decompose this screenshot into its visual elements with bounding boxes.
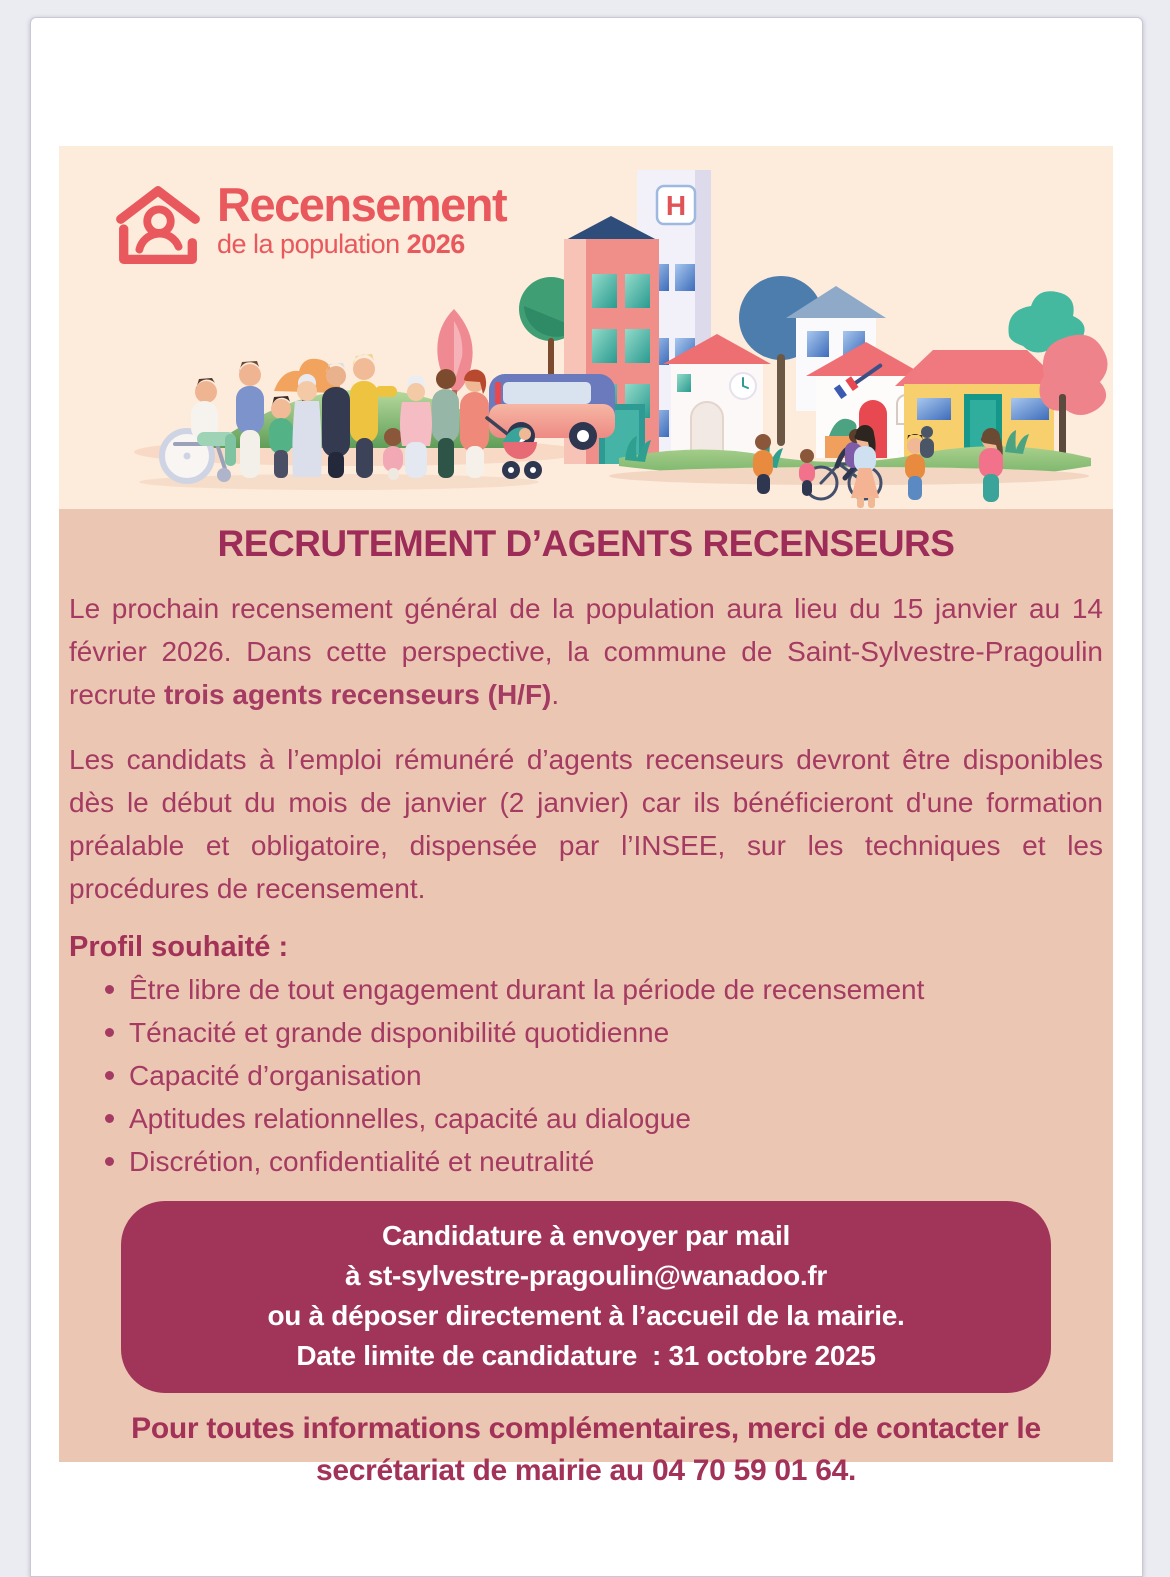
recensement-logo	[109, 180, 506, 278]
profile-heading: Profil souhaité :	[69, 931, 289, 963]
logo-year: 2026	[406, 229, 465, 260]
child-green	[269, 396, 293, 478]
header-illustration-block	[59, 146, 1113, 509]
list-item: Aptitudes relationnelles, capacité au dialogue	[105, 1097, 1103, 1140]
contact-footer: Pour toutes informations complémentaires, merci de contacter le secrétariat de mairie au 04 70 59 01 64.	[131, 1412, 1041, 1487]
callout-deadline: Date limite de candidature : 31 octobre 2025	[296, 1340, 876, 1371]
house-person-icon	[109, 180, 207, 278]
logo-text	[217, 180, 506, 260]
document-page	[30, 17, 1143, 1577]
callout-line: Candidature à envoyer par mail	[381, 1220, 791, 1251]
page-title: RECRUTEMENT D’AGENTS RECENSEURS	[217, 523, 955, 564]
callout-email: à st-sylvestre-pragoulin@wanadoo.fr	[344, 1260, 828, 1291]
bullet-dot	[105, 1028, 114, 1037]
logo-subtitle: de la population 2026	[217, 229, 465, 260]
hospital-h-sign: H	[665, 190, 687, 221]
bullet-dot	[105, 1114, 114, 1123]
man-blue-top	[236, 361, 264, 478]
list-item: Discrétion, confidentialité et neutralité	[105, 1140, 1103, 1183]
profile-list	[69, 968, 1103, 1183]
people-group-illustration	[139, 354, 542, 490]
list-item: Être libre de tout engagement durant la période de recensement	[105, 968, 1103, 1011]
paragraph-conditions: Les candidats à l’emploi rémunéré d’agents recenseurs devront être disponibles dès le début du mois de janvier (2 janvier) car ils bénéficieront d'une formation préalable et obligatoire, dispensée par l’INSEE, sur les techniques et les procédures de recensement.	[69, 744, 1103, 904]
toddler-pink	[383, 428, 403, 480]
bullet-dot	[105, 1157, 114, 1166]
bullet-dot	[105, 985, 114, 994]
wheelchair-person	[162, 378, 236, 482]
logo-title: Recensement	[217, 178, 507, 231]
application-callout-box	[121, 1201, 1051, 1393]
content-block	[59, 509, 1113, 1487]
bullet-dot	[105, 1071, 114, 1080]
paragraph-intro: Le prochain recensement général de la population aura lieu du 15 janvier au 14 février 2026. Dans cette perspective, la commune de Saint-Sylvestre-Pragoulin recrute trois agents recenseurs (H/F).	[69, 593, 1103, 710]
list-item: Capacité d’organisation	[105, 1054, 1103, 1097]
bold-agents-count: trois agents recenseurs (H/F)	[163, 679, 552, 710]
list-item: Ténacité et grande disponibilité quotidienne	[105, 1011, 1103, 1054]
callout-line: ou à déposer directement à l’accueil de la mairie.	[267, 1300, 905, 1331]
